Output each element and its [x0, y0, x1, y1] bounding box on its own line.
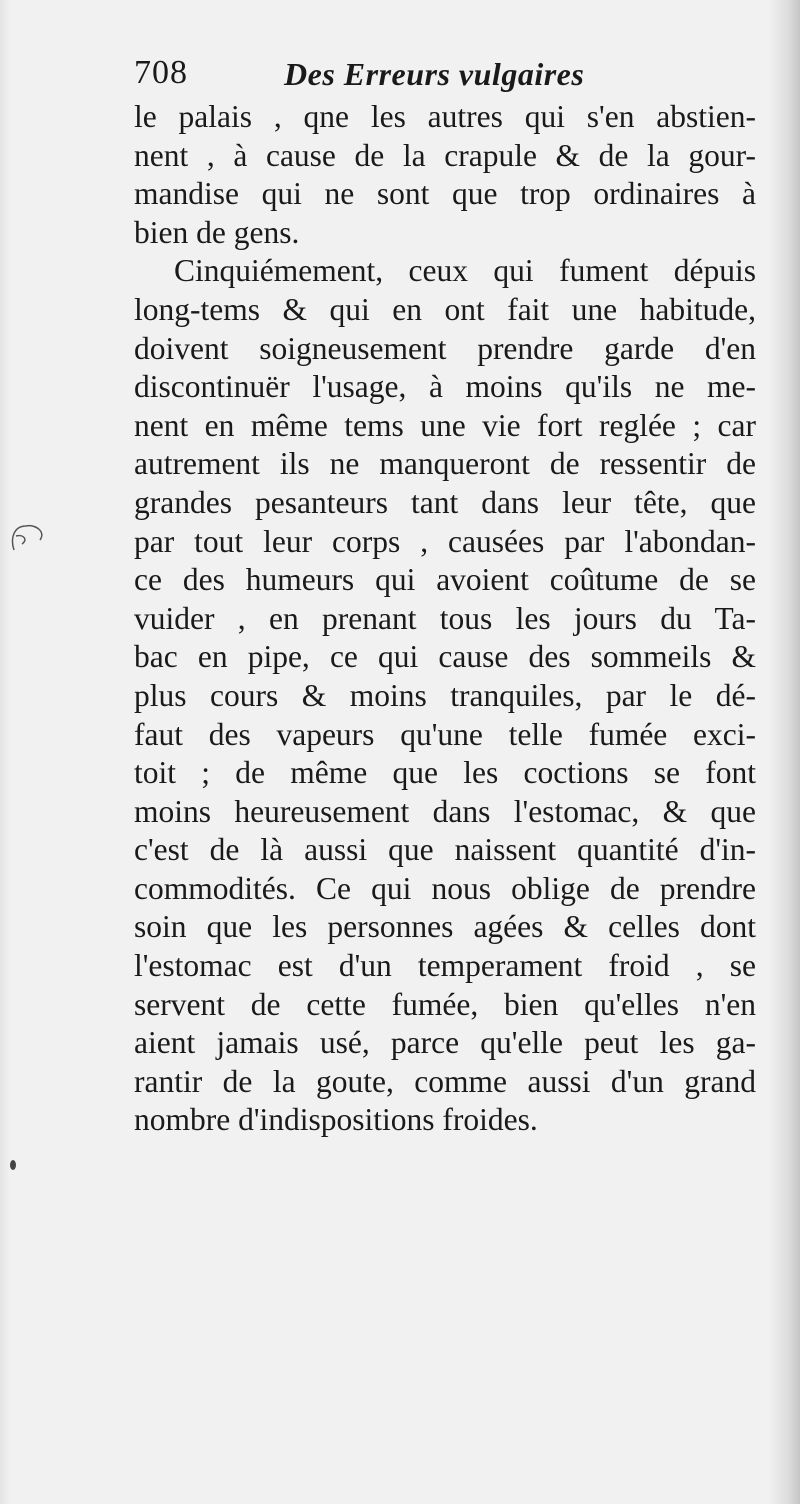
text-line: soin que les personnes agées & celles dont: [134, 909, 756, 945]
running-title: Des Erreurs vulgaires: [284, 56, 585, 92]
page-right-shadow: [768, 0, 800, 1504]
text-line: doivent soigneusement prendre garde d'en: [134, 330, 756, 366]
page-header: [134, 54, 754, 102]
text-line: c'est de là aussi que naissent quantité d'in-: [134, 832, 756, 868]
body-text: [134, 98, 756, 1140]
curl-mark-icon: [6, 522, 50, 558]
text-line: servent de cette fumée, bien qu'elles n'en: [134, 986, 756, 1022]
text-line: commodités. Ce qui nous oblige de prendre: [134, 870, 756, 906]
text-line: le palais , qne les autres qui s'en abstien-: [134, 99, 756, 134]
text-line: autrement ils ne manqueront de ressentir de: [134, 446, 756, 482]
text-line: moins heureusement dans l'estomac, & que: [134, 793, 756, 829]
page-number: 708: [134, 54, 188, 91]
text-line: ce des humeurs qui avoient coûtume de se: [134, 562, 756, 598]
text-line: Cinquiémement, ceux qui fument dépuis: [174, 253, 756, 289]
text-line: plus cours & moins tranquiles, par le dé-: [134, 677, 756, 713]
text-line: faut des vapeurs qu'une telle fumée exci-: [134, 716, 756, 752]
text-line: rantir de la goute, comme aussi d'un grand: [134, 1063, 756, 1099]
text-line: bien de gens.: [134, 214, 300, 250]
text-line: bac en pipe, ce qui cause des sommeils &: [134, 639, 756, 675]
text-line: aient jamais usé, parce qu'elle peut les ga-: [134, 1025, 756, 1061]
text-line: mandise qui ne sont que trop ordinaires à: [134, 176, 756, 212]
text-line: grandes pesanteurs tant dans leur tête, que: [134, 484, 756, 520]
page-left-shadow: [0, 0, 10, 1504]
text-line: nent , à cause de la crapule & de la gour-: [134, 137, 756, 173]
ink-dot-icon: [10, 1160, 16, 1170]
text-line: discontinuër l'usage, à moins qu'ils ne me-: [134, 369, 756, 405]
text-line: vuider , en prenant tous les jours du Ta-: [134, 600, 756, 636]
text-line: long-tems & qui en ont fait une habitude,: [134, 291, 756, 327]
text-line: toit ; de même que les coctions se font: [134, 755, 756, 791]
text-line: l'estomac est d'un temperament froid , se: [134, 948, 756, 984]
text-line: par tout leur corps , causées par l'abondan-: [134, 523, 756, 559]
text-line: nombre d'indispositions froides.: [134, 1102, 538, 1138]
text-line: nent en même tems une vie fort reglée ; car: [134, 407, 756, 443]
